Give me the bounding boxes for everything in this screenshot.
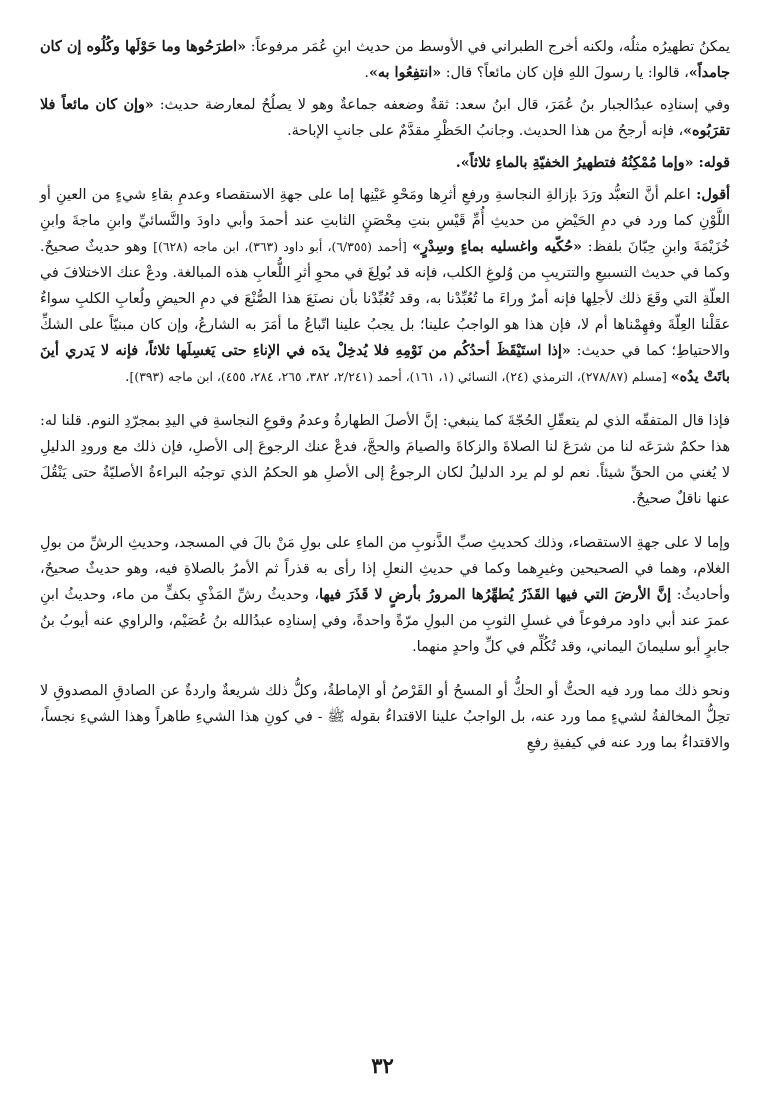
page-number: ٣٢ [371,1053,394,1078]
salawat-symbol: ﷺ [327,709,345,725]
hadith-quote: «انتفِعُوا به» [368,65,442,81]
paragraph-5: فإذا قال المتفقّه الذي لم يتعقّلِ الحُجّةَ كما ينبغي: إنَّ الأصلَ الطهارةُ وعدمُ وقوعِ النجاسةِ في اليدِ بمجرّدِ النوم. قلنا له: هذا حكمٌ شرَعَه لنا من شرَعَ لنا الصلاةَ والزكاةَ والصيامَ والحجَّ، فدعْ عنك الرجوعَ إلى الأصلِ، فإن ذلك مع ورودِ الدليلِ لا يُغني من الحقِّ شيئاً. نعم لو لم يرد الدليلُ لكان الرجوعُ إلى الأصلِ هو الحكمُ الذي توجبُه البراءةُ الأصليّةُ حتى يَنْقُلَ عنها ناقلٌ صحيحٌ. [40,413,730,507]
hadith-quote: إنَّ الأرضَ التي فيها القَذَرُ يُطهِّرُها المرورُ بأرضٍ لا قَذَرَ فيها [319,587,672,603]
book-page [40,34,730,1074]
paragraph-7: ونحو ذلك مما ورد فيه الحتُّ أو الحكُّ أو المسحُ أو القَرْصُ أو الإماطةُ، وكلُّ ذلك شريعةٌ واردةٌ عن الصادقِ المصدوقِ لا تحِلُّ المخالفةُ لشيءٍ مما ورد عنه، بل الواجبُ علينا الاقتداءُ بقوله ﷺ - في كونِ هذا الشيءِ طاهراً وهذا الشيءِ نجساً، والاقتداءُ بما ورد عنه في كيفيةِ رفعِ [40,683,731,751]
citation: [أحمد (٦/٣٥٥)، أبو داود (٣٦٣)، ابن ماجه (٦٢٨)] [153,239,413,254]
hadith-quote: «حُكّيه واغسليه بماءٍ وسِدْرٍ» [412,239,582,255]
hadith-quote: «إذا استَيْقَظَ أحدُكُم من نَوْمِهِ فلا يُدخِلْ يدَه في الإناءِ حتى يَغسِلَها ثلاثاً، فإنه لا يَدري أينَ باتَتْ يدُه» [40,343,730,385]
paragraph-6: وإما لا على جهةِ الاستقصاء، وذلك كحديثِ صبِّ الذَّنوبِ من الماءِ على بولِ مَنْ بالَ في المسجد، وحديثِ الرشِّ من بولِ الغلام، وهما في الصحيحين وغيرِهما وكما في حديثِ النعلِ إذا رأى به قذراً ثم الأمرُ بالصلاةِ فيه، وهو حديثٌ صحيحٌ، وأحاديثُ: إنَّ الأرضَ التي فيها القَذَرُ يُطهِّرُها المرورُ بأرضٍ لا قَذَرَ فيها، وحديثُ رشِّ المَذْيِ بكفٍّ من ماء، وحديثُ ابنِ عمرَ عند أبي داود مرفوعاً في غسلِ الثوبِ من البولِ مرّةً واحدةً، وفي إسنادِه عبدُالله بنُ عُصَيْم، والراوي عنه أيوبُ بنُ جابرٍ أبو سليمانَ اليماني، وقد تُكُلِّم في كلِّ واحدٍ منهما. [40,535,730,655]
citation: [مسلم (٢٧٨/٨٧)، الترمذي (٢٤)، النسائي (١، ١٦١)، أحمد (٢/٢٤١، ٣٨٢، ٢٦٥، ٢٨٤، ٤٥٥)، ابن ماجه (٣٩٣)] [129,369,671,384]
paragraph-1: يمكنُ تطهيرُه مثلُه، ولكنه أخرج الطبراني في الأوسط من حديث ابنِ عُمَر مرفوعاً: «اطرَحُوها وما حَوْلَها وكُلُوه إن كان جامداً»، قالوا: يا رسولَ اللهِ فإن كان مائعاً؟ قال: «انتفِعُوا به». [40,39,730,81]
hadith-quote: «وإن كان مائعاً فلا تقرَبُوه» [40,97,730,139]
hadith-quote: «اطرَحُوها وما حَوْلَها وكُلُوه إن كان جامداً» [40,39,730,81]
section-heading: قوله: «وإما مُمْكِنُهُ فتطهيرُ الخفيّةِ بالماءِ ثلاثاً». [455,155,730,171]
paragraph-commentary: أقول: اعلم أنَّ التعبُّد ورَدَ بإزالةِ النجاسةِ ورفعِ أثرِها ومَحْوِ عَيْنِها إما على جهةِ الاستقصاء وعدمِ بقاءِ شيءٍ من العينِ أو اللَّوْنِ كما ورد في دمِ الحَيْضِ من حديثِ أُمِّ قَيْسِ بنتِ مِحْصَنٍ الثابتِ عند أحمدَ وأبي داودَ والنَّسائيِّ وابنِ ماجةَ وابنِ خُزَيْمَةَ وابنِ حِبّانَ بلفظ: «حُكّيه واغسليه بماءٍ وسِدْرٍ» [أحمد (٦/٣٥٥)، أبو داود (٣٦٣)، ابن ماجه (٦٢٨)] وهو حديثٌ صحيحٌ. وكما في حديث التسبيعِ والتتريبِ من وُلوغِ الكلب، فإنه قد بُولِغَ في محوِ أثرِ اللُّعابِ هذه المبالغة. ودعْ عنك الاختلافَ في العلّةِ التي وقَعَ ذلك لأجلِها فإنه أمرٌ وراءَ ما تُعُبِّدْنا به، وقد تُعُبِّدْنا بأن نصنَعَ هذا الصُّنْعَ في دمِ الحيضِ ولُعابِ الكلبِ سواءٌ عقَلْنا العِلّةَ وفهِمْناها أم لا، فإن هذا هو الواجبُ علينا؛ بل يجبُ علينا اتّباعُ ما أمَرَ به الشارعُ، وإن كان مبنيّاً على الشكِّ والاحتياطِ؛ كما في حديث: «إذا استَيْقَظَ أحدُكُم من نَوْمِهِ فلا يُدخِلْ يدَه في الإناءِ حتى يَغسِلَها ثلاثاً، فإنه لا يَدري أينَ باتَتْ يدُه» [مسلم (٢٧٨/٨٧)، الترمذي (٢٤)، النسائي (١، ١٦١)، أحمد (٢/٢٤١، ٣٨٢، ٢٦٥، ٢٨٤، ٤٥٥)، ابن ماجه (٣٩٣)]. [40,187,731,385]
paragraph-2: وفي إسنادِه عبدُالجبار بنُ عُمَرَ، قال ابنُ سعد: ثقةٌ وضعفه جماعةٌ وهو لا يصلُحُ لمعارضة حديث: «وإن كان مائعاً فلا تقرَبُوه»، فإنه أرجحُ من هذا الحديث. وجانبُ الحَظْرِ مقدَّمٌ على جانبِ الإباحة. [40,97,730,139]
